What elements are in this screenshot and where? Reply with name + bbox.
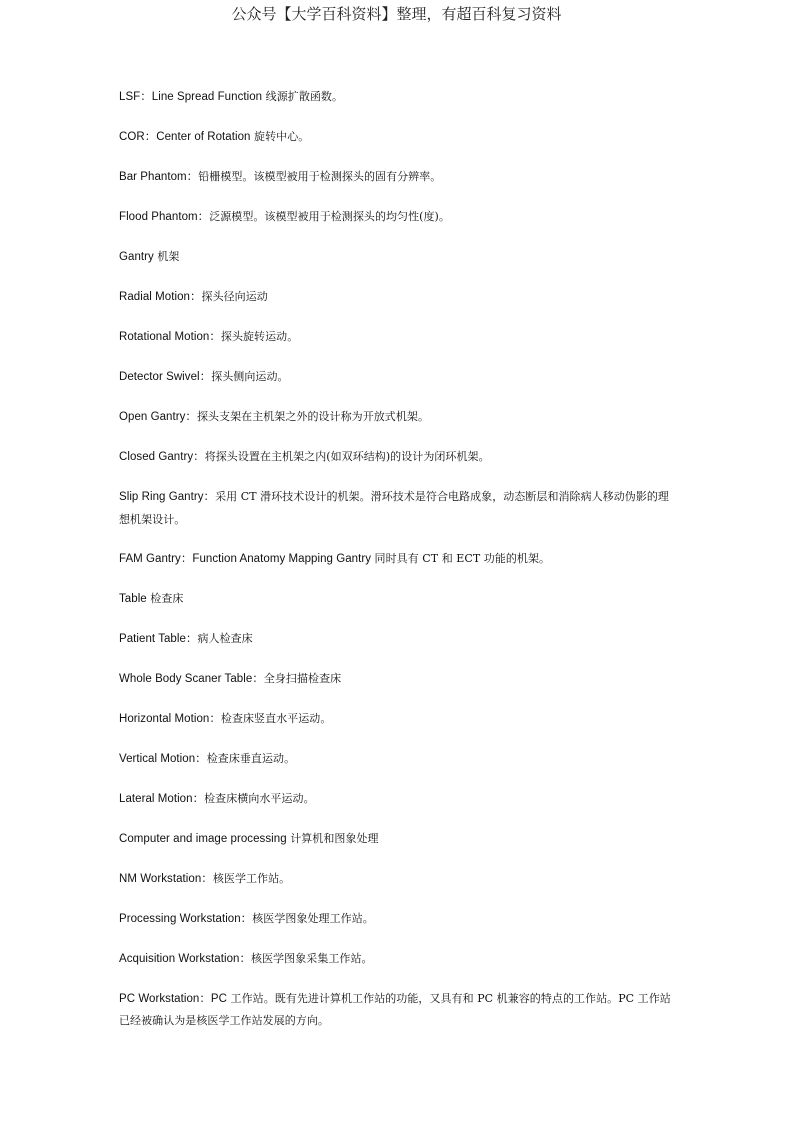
entry-term: NM Workstation： (119, 872, 213, 885)
glossary-entry (119, 548, 679, 571)
glossary-entry (119, 668, 679, 691)
entry-definition: 计算机和图象处理 (286, 831, 379, 845)
entry-term: Computer and image processing (119, 832, 287, 845)
entry-term: Radial Motion： (119, 291, 202, 303)
entry-definition: 探头支架在主机架之外的设计称为开放式机架。 (196, 410, 430, 423)
entry-definition: 检查床 (146, 591, 184, 605)
glossary-entry (119, 948, 679, 971)
glossary-entry (119, 868, 679, 891)
glossary-entry (119, 326, 679, 349)
entry-definition: 机架 (153, 250, 180, 263)
glossary-entry (119, 166, 679, 189)
entry-definition: 泛源模型。该模型被用于检测探头的均匀性(度)。 (209, 210, 450, 223)
entry-definition: 核医学图象采集工作站。 (251, 951, 373, 965)
entry-term: LSF：Line Spread Function (119, 91, 263, 103)
entry-term: Table (119, 592, 147, 605)
entry-definition: 探头径向运动 (201, 290, 268, 303)
glossary-entry (119, 788, 679, 811)
entry-definition: 检查床垂直运动。 (206, 751, 296, 765)
entry-definition: 核医学工作站。 (212, 871, 291, 885)
glossary-entry (119, 86, 679, 109)
glossary-entry (119, 988, 679, 1032)
entry-term: Flood Phantom： (119, 211, 210, 223)
entry-term: Detector Swivel： (119, 371, 212, 383)
entry-term: Patient Table： (119, 632, 198, 645)
entry-definition: 检查床竖直水平运动。 (220, 711, 332, 725)
glossary-list (119, 86, 679, 1049)
entry-term: COR：Center of Rotation (119, 131, 251, 143)
glossary-entry (119, 486, 679, 530)
entry-term: Bar Phantom： (119, 171, 199, 183)
entry-definition: 全身扫描检查床 (263, 671, 342, 685)
entry-definition: 探头旋转运动。 (220, 330, 299, 343)
entry-definition: 线源扩散函数。 (262, 90, 344, 103)
glossary-entry (119, 446, 679, 469)
entry-definition: 采用 CT 滑环技术设计的机架。滑环技术是符合电路成象，动态断层和消除病人移动伪影的理想机架设计。 (119, 490, 669, 526)
entry-definition: 铅栅模型。该模型被用于检测探头的固有分辨率。 (198, 170, 442, 183)
glossary-entry (119, 246, 679, 269)
entry-term: FAM Gantry：Function Anatomy Mapping Gantry (119, 552, 372, 565)
entry-term: Acquisition Workstation： (119, 952, 252, 965)
glossary-entry (119, 628, 679, 651)
entry-term: Lateral Motion： (119, 792, 205, 805)
entry-term: Whole Body Scaner Table： (119, 672, 264, 685)
entry-term: Slip Ring Gantry： (119, 491, 216, 503)
glossary-entry (119, 206, 679, 229)
glossary-entry (119, 286, 679, 309)
entry-definition: 同时具有 CT 和 ECT 功能的机架。 (371, 551, 551, 565)
entry-term: PC Workstation：PC (119, 992, 227, 1005)
glossary-entry (119, 366, 679, 389)
entry-term: Open Gantry： (119, 411, 197, 423)
glossary-entry (119, 828, 679, 851)
glossary-entry (119, 708, 679, 731)
entry-definition: 检查床横向水平运动。 (204, 791, 315, 805)
entry-term: Processing Workstation： (119, 912, 253, 925)
entry-definition: 将探头设置在主机架之内(如双环结构)的设计为闭环机架。 (204, 450, 490, 463)
entry-definition: 工作站。既有先进计算机工作站的功能，又具有和 PC 机兼容的特点的工作站。PC 工作站已经被确认为是核医学工作站发展的方向。 (119, 991, 671, 1027)
entry-term: Vertical Motion： (119, 752, 207, 765)
glossary-entry (119, 908, 679, 931)
entry-definition: 病人检查床 (197, 631, 253, 645)
entry-definition: 核医学图象处理工作站。 (252, 911, 374, 925)
entry-definition: 探头侧向运动。 (211, 370, 289, 383)
entry-term: Horizontal Motion： (119, 712, 221, 725)
entry-term: Closed Gantry： (119, 451, 205, 463)
entry-definition: 旋转中心。 (250, 130, 310, 143)
glossary-entry (119, 406, 679, 429)
glossary-entry (119, 126, 679, 149)
entry-term: Rotational Motion： (119, 331, 221, 343)
page-header: 公众号【大学百科资料】整理，有超百科复习资料 (231, 5, 562, 23)
entry-term: Gantry (119, 251, 154, 263)
glossary-entry (119, 588, 679, 611)
glossary-entry (119, 748, 679, 771)
